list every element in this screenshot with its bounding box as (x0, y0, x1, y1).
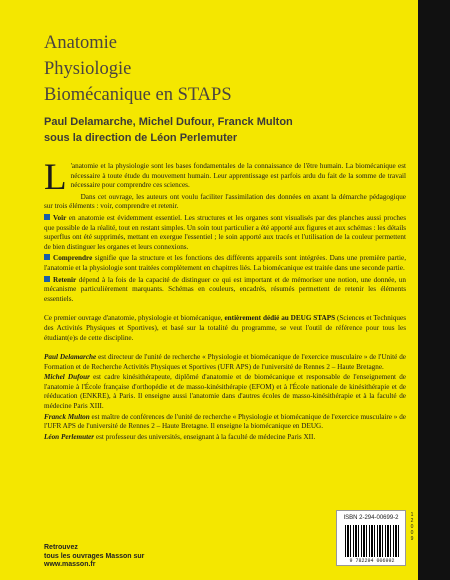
bio-name: Michel Dufour (44, 373, 90, 382)
bio-text: est professeur des universités, enseignant à la faculté de médecine Paris XII. (94, 432, 316, 441)
isbn-barcode-box (336, 510, 406, 566)
bullet-lead: Retenir (53, 275, 77, 284)
bio-dufour (44, 373, 406, 411)
bio-name: Franck Multon (44, 412, 90, 421)
bio-perlemuter (44, 433, 406, 443)
title-biomecanique: Biomécanique en STAPS (44, 85, 232, 105)
bullet-square-icon (44, 214, 50, 220)
authors-direction: sous la direction de Léon Perlemuter (44, 132, 238, 144)
dropcap-letter: L (44, 157, 67, 198)
spine-band (418, 0, 450, 580)
isbn-side-char: 2 (410, 518, 414, 524)
footer-masson (44, 544, 144, 570)
authors-names: Paul Delamarche, Michel Dufour, Franck Multon (44, 116, 293, 128)
intro-p1: 'anatomie et la physiologie sont les bases fondamentales de la connaissance de l'être humain. La biomécanique est nécessaire à toute étude du mouvement humain. Leur apprentissage est parfois ardu du fait de la somme de travail nécessaire pour comprendre ces sciences. (70, 162, 406, 190)
bullet-comprendre (44, 254, 406, 273)
bio-text: est cadre kinésithérapeute, diplômé d'anatomie et de biomécanique et responsable de l'enseignement de l'anatomie à l'École française d'orthopédie et de masso-kinésithérapie (EFOM) et à l'École nationale de kinésithérapie et de rééducation (ENKRE), à Paris. Il enseigne aussi l'anatomie dans d'autres écoles de masso-kinésithérapie et à la faculté de médecine Paris XIII. (44, 373, 406, 411)
dedication-paragraph (44, 314, 406, 343)
barcode-icon (345, 525, 399, 557)
intro-paragraph (44, 157, 406, 198)
bullet-lead: Voir (53, 213, 67, 222)
isbn-side-char: 1 (410, 512, 414, 518)
description-text (44, 157, 406, 443)
bullet-text: signifie que la structure et les fonctions des différents appareils sont intégrées. Dans une première partie, l'anatomie et la physiologie sont traitées complètement en chapitres liés. La biomécanique est traitée dans une seconde partie. (44, 254, 406, 272)
bio-name: Paul Delamarche (44, 353, 97, 362)
bio-multon (44, 413, 406, 432)
dedication-pre: Ce premier ouvrage d'anatomie, physiologie et biomécanique, (44, 314, 225, 323)
bio-name: Léon Perlemuter (44, 432, 95, 441)
bio-delamarche (44, 353, 406, 372)
dedication-post: (Sciences et Techniques des Activités Physiques et Sportives), et basé sur la totalité du programme, se veut l'outil de référence pour tous les étudiant(e)s de cette discipline. (44, 314, 406, 342)
bullet-text: dépend à la fois de la capacité de distinguer ce qui est important et de mémoriser une notion, une donnée, un mécanisme particulièrement marquants. Schémas en couleurs, encadrés, résumés permettent de retenir les éléments essentiels. (44, 275, 406, 303)
footer-website-link[interactable]: www.masson.fr (44, 561, 96, 569)
title-physiologie: Physiologie (44, 59, 132, 79)
bullet-voir (44, 214, 406, 252)
isbn-side-char: 0 (410, 530, 414, 536)
isbn-side-char: 0 (410, 524, 414, 530)
barcode-digits: 9 782294 006992 (349, 558, 395, 564)
bullet-square-icon (44, 254, 50, 260)
bullet-retenir (44, 276, 406, 305)
footer-line-2: tous les ouvrages Masson sur (44, 552, 145, 560)
bio-text: est maître de conférences de l'unité de recherche « Physiologie et biomécanique de l'exercice musculaire » de l'UFR APS de l'université de Rennes 2 – Haute Bretagne. Il enseigne la biomécanique en DEUG. (44, 412, 406, 431)
intro-p2: Dans cet ouvrage, les auteurs ont voulu faciliter l'assimilation des données en axant la démarche pédagogique sur trois éléments : voir, comprendre et retenir. (44, 192, 406, 211)
isbn-side-code (408, 512, 416, 542)
title-block (44, 30, 232, 108)
isbn-side-char: 9 (410, 536, 414, 542)
authors-block (44, 114, 293, 146)
footer-line-1: Retrouvez (44, 544, 78, 551)
dedication-bold: entièrement dédié au DEUG STAPS (224, 314, 336, 323)
bullet-text: en anatomie est évidemment essentiel. Les structures et les organes sont visualisés par des planches aussi proches que possible de la réalité, tout en restant simples. Un soin tout particulier a été apporté aux figures et aux schémas : les détails superflus ont été supprimés, mettant en exergue l'essentiel ; le soin apporté aux tracés et l'utilisation de la couleur permettent de bien distinguer les organes et leurs connexions. (44, 213, 406, 251)
bullet-square-icon (44, 276, 50, 282)
bio-text: est directeur de l'unité de recherche « Physiologie et biomécanique de l'exercice musculaire » de l'Unité de Formation et de Recherche Activités Physiques et Sportives (UFR APS) de l'université de Rennes 2 – Haute Bretagne. (44, 353, 406, 371)
isbn-label: ISBN 2-294-00699-2 (343, 515, 399, 521)
bullet-lead: Comprendre (53, 254, 93, 263)
title-anatomie: Anatomie (44, 33, 117, 53)
